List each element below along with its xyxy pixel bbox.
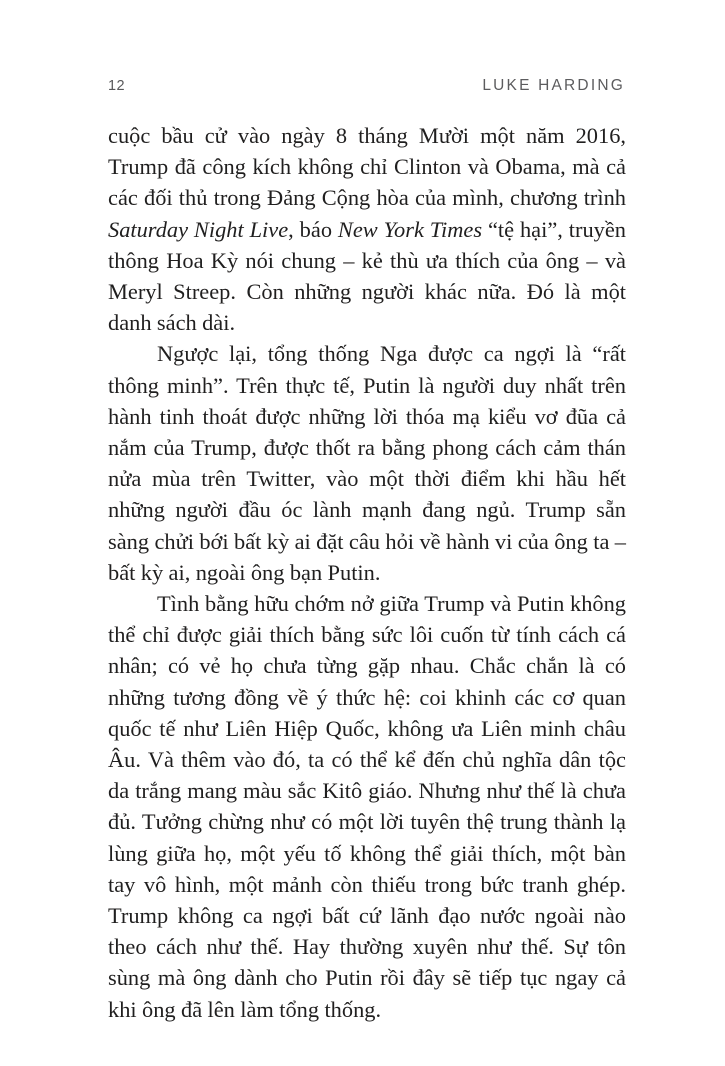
italic-title: Saturday Night Live <box>108 216 289 242</box>
paragraph <box>108 338 626 588</box>
running-head <box>108 78 625 100</box>
paragraph <box>108 588 626 1025</box>
book-author-heading: LUKE HARDING <box>482 77 625 94</box>
page-number: 12 <box>108 78 125 94</box>
text-run: “tệ hại”, truyền thông Hoa Kỳ nói chung – kẻ thù ưa thích của ông – và Meryl Streep. Còn những người khác nữa. Đó là một danh sách dài. <box>108 216 626 336</box>
text-run: cuộc bầu cử vào ngày 8 tháng Mười một năm 2016, Trump đã công kích không chỉ Clinton và Obama, mà cả các đối thủ trong Đảng Cộng hòa của mình, chương trình <box>108 123 626 211</box>
text-run: Tình bằng hữu chớm nở giữa Trump và Putin không thể chỉ được giải thích bằng sức lôi cuốn từ tính cách cá nhân; có vẻ họ chưa từng gặp nhau. Chắc chắn là có những tương đồng về ý thức hệ: coi khinh các cơ quan quốc tế như Liên Hiệp Quốc, không ưa Liên minh châu Âu. Và thêm vào đó, ta có thể kể đến chủ nghĩa dân tộc da trắng mang màu sắc Kitô giáo. Nhưng như thế là chưa đủ. Tưởng chừng như có một lời tuyên thệ trung thành lạ lùng giữa họ, một yếu tố không thể giải thích, một bàn tay vô hình, một mảnh còn thiếu trong bức tranh ghép. Trump không ca ngợi bất cứ lãnh đạo nước ngoài nào theo cách như thế. Hay thường xuyên như thế. Sự tôn sùng mà ông dành cho Putin rồi đây sẽ tiếp tục ngay cả khi ông đã lên làm tổng thống. <box>108 591 626 1022</box>
paragraph <box>108 120 626 338</box>
text-run: , báo <box>288 216 338 242</box>
italic-title: New York Times <box>337 216 483 242</box>
text-run: Ngược lại, tổng thống Nga được ca ngợi là “rất thông minh”. Trên thực tế, Putin là người duy nhất trên hành tinh thoát được những lời thóa mạ kiểu vơ đũa cả nắm của Trump, được thốt ra bằng phong cách cảm thán nửa mùa trên Twitter, vào một thời điểm khi hầu hết những người đầu óc lành mạnh đang ngủ. Trump sẵn sàng chửi bới bất kỳ ai đặt câu hỏi về hành vi của ông ta – bất kỳ ai, ngoài ông bạn Putin. <box>108 341 626 585</box>
body-text-block <box>108 120 626 1025</box>
